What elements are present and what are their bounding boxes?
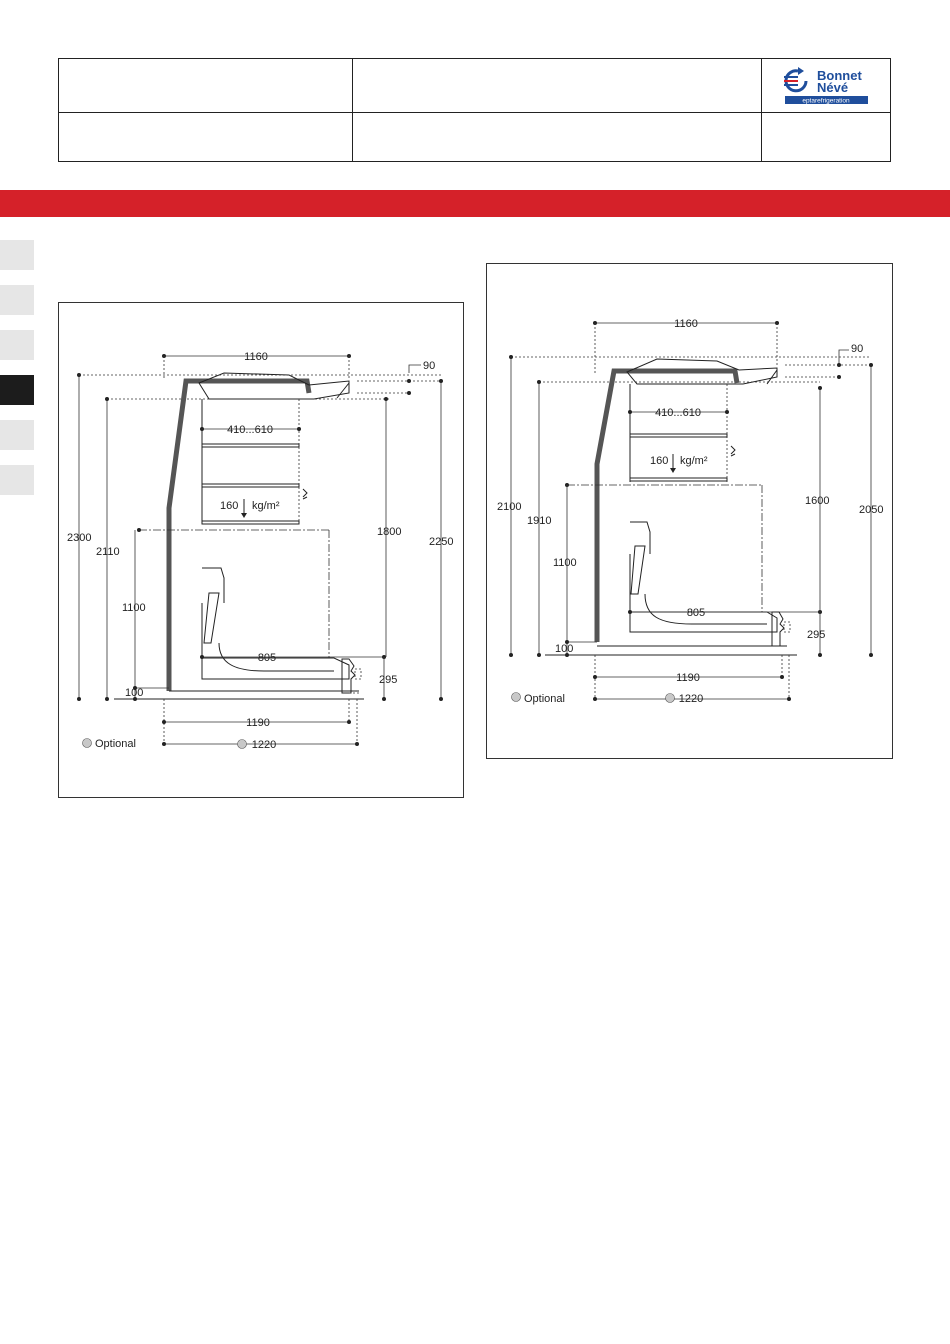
dim-height-total: 2100 <box>497 501 522 513</box>
dim-height-inner: 1910 <box>527 515 552 527</box>
dim-height-right: 2250 <box>429 536 454 548</box>
header-cell-logo <box>762 59 890 113</box>
side-tab-6[interactable] <box>0 465 34 495</box>
dim-height-shelves: 1800 <box>377 526 402 538</box>
logo-emblem-icon <box>784 67 806 91</box>
legend-optional-label: Optional <box>524 693 565 705</box>
cabinet-section-drawing-left <box>59 303 465 799</box>
dim-width-bottom: 1190 <box>246 717 270 729</box>
light-icon <box>303 489 307 499</box>
dim-width-top: 1160 <box>244 351 268 363</box>
side-tab-5[interactable] <box>0 420 34 450</box>
optional-marker-icon <box>666 694 675 703</box>
side-tab-1[interactable] <box>0 240 34 270</box>
legend-optional-icon <box>83 739 92 748</box>
dim-height-front: 1100 <box>553 557 577 569</box>
dim-base-depth: 805 <box>257 652 277 664</box>
legend-optional-icon <box>512 693 521 702</box>
legend-optional-label: Optional <box>95 738 136 750</box>
shelf-load-unit: kg/m² <box>680 455 708 467</box>
brand-logo <box>762 59 890 113</box>
dim-height-inner: 2110 <box>96 546 120 558</box>
header-cell-5 <box>353 113 762 161</box>
logo-line2: Névé <box>817 80 849 95</box>
optional-marker-icon <box>238 740 247 749</box>
dim-shelf-depth: 410...610 <box>227 424 273 436</box>
dim-overhang: 90 <box>423 360 436 372</box>
dim-height-front: 1100 <box>122 602 146 614</box>
side-tab-4-active[interactable] <box>0 375 34 405</box>
dim-base-depth: 805 <box>686 607 706 619</box>
logo-tagline: eptarefrigeration <box>802 97 850 105</box>
header-cell-1 <box>59 59 353 113</box>
shelf-load-value: 160 <box>650 455 669 467</box>
dim-base-height: 295 <box>379 674 398 686</box>
dim-width-bottom: 1190 <box>676 672 700 684</box>
side-tab-3[interactable] <box>0 330 34 360</box>
dim-overhang: 90 <box>851 343 864 355</box>
dim-plinth: 100 <box>125 687 144 699</box>
dim-height-total: 2300 <box>67 532 92 544</box>
dim-width-top: 1160 <box>674 318 698 330</box>
header-table <box>58 58 891 162</box>
header-cell-6 <box>762 113 890 161</box>
side-tab-2[interactable] <box>0 285 34 315</box>
dim-height-right: 2050 <box>859 504 884 516</box>
cabinet-section-drawing-right <box>487 264 894 760</box>
dim-shelf-depth: 410...610 <box>655 407 701 419</box>
shelf-load-unit: kg/m² <box>252 500 280 512</box>
section-band <box>0 190 950 217</box>
shelf-load-value: 160 <box>220 500 239 512</box>
header-cell-2 <box>353 59 762 113</box>
load-arrow-icon <box>241 513 247 518</box>
dim-width-optional: 1220 <box>251 739 277 751</box>
dim-base-height: 295 <box>807 629 826 641</box>
drawing-frame-right <box>486 263 893 759</box>
load-arrow-icon <box>670 468 676 473</box>
logo-line1: Bonnet <box>817 68 862 83</box>
dim-width-optional: 1220 <box>678 693 704 705</box>
drawing-frame-left <box>58 302 464 798</box>
dim-height-shelves: 1600 <box>805 495 830 507</box>
dim-plinth: 100 <box>555 643 574 655</box>
light-icon <box>731 446 735 456</box>
header-cell-4 <box>59 113 353 161</box>
